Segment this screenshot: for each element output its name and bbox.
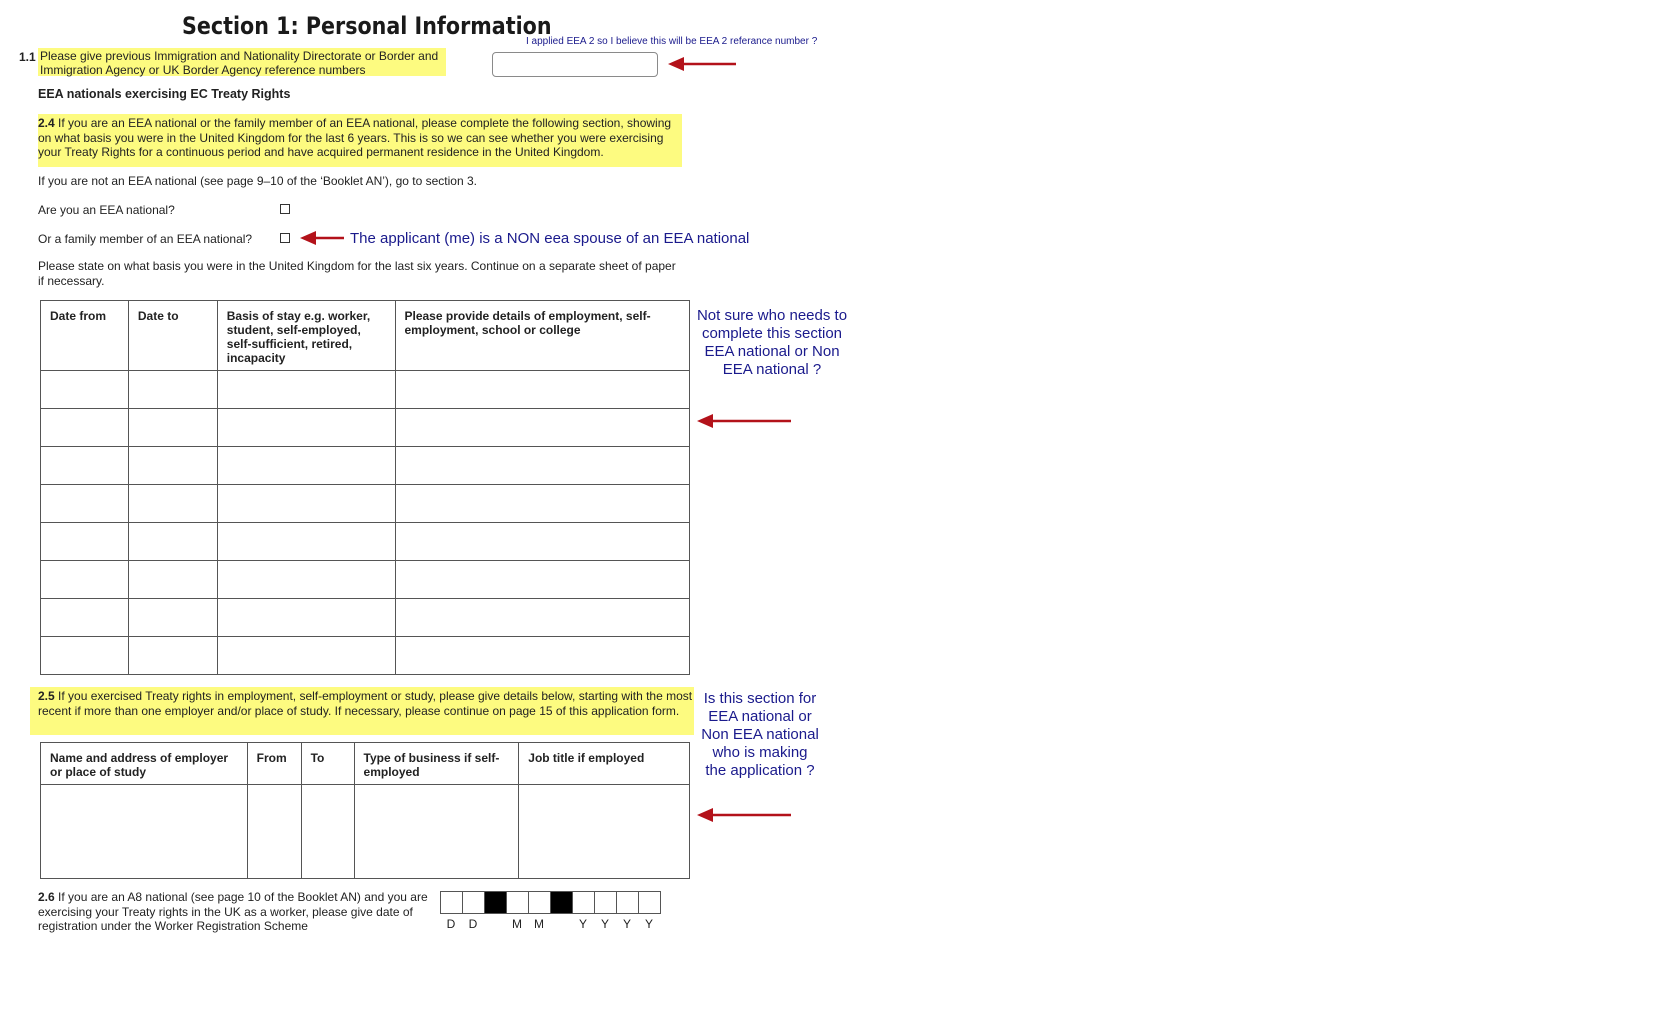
date-label	[484, 917, 506, 931]
table-cell[interactable]	[41, 485, 129, 523]
arrow-icon	[697, 413, 793, 429]
table-cell[interactable]	[41, 561, 129, 599]
table-cell[interactable]	[128, 523, 217, 561]
table-row	[41, 409, 690, 447]
header-employment-details: Please provide details of employment, self-employment, school or college	[395, 301, 690, 371]
stay-basis-table	[40, 300, 690, 675]
table-cell[interactable]	[519, 785, 690, 879]
question-eea-national: Are you an EEA national?	[38, 203, 175, 217]
date-label: Y	[622, 917, 631, 931]
table-row	[41, 447, 690, 485]
header-employer-name: Name and address of employer or place of study	[41, 743, 248, 785]
question-family-member: Or a family member of an EEA national?	[38, 232, 253, 246]
table-cell[interactable]	[128, 599, 217, 637]
date-digit-cell[interactable]	[638, 891, 661, 914]
table-cell[interactable]	[41, 637, 129, 675]
question-number-1-1: 1.1	[19, 50, 36, 64]
table1-note: Not sure who needs to complete this section EEA national or Non EEA national ?	[696, 307, 848, 378]
table2-note: Is this section for EEA national or Non EEA national who is making the application ?	[701, 690, 819, 779]
table-row	[41, 371, 690, 409]
question-number-2-6: 2.6	[38, 890, 55, 904]
reference-note: I applied EEA 2 so I believe this will be EEA 2 referance number ?	[526, 36, 818, 47]
header-to: To	[301, 743, 354, 785]
table-cell[interactable]	[354, 785, 519, 879]
header-date-to: Date to	[128, 301, 217, 371]
table-cell[interactable]	[41, 785, 248, 879]
date-label: D	[468, 917, 478, 931]
date-digit-cell[interactable]	[594, 891, 617, 914]
date-label	[550, 917, 572, 931]
table-cell[interactable]	[41, 409, 129, 447]
date-digit-cell[interactable]	[616, 891, 639, 914]
table-cell[interactable]	[128, 561, 217, 599]
question-number-2-4: 2.4	[38, 116, 55, 130]
table-cell[interactable]	[217, 637, 395, 675]
date-separator	[550, 891, 573, 914]
question-2-6	[38, 890, 438, 934]
registration-date-input[interactable]	[440, 891, 660, 914]
table-row	[41, 599, 690, 637]
table-cell[interactable]	[395, 637, 690, 675]
arrow-icon	[668, 56, 738, 72]
table-cell[interactable]	[217, 371, 395, 409]
table-cell[interactable]	[247, 785, 301, 879]
table-cell[interactable]	[395, 447, 690, 485]
question-1-1-text: Please give previous Immigration and Nationality Directorate or Border and Immigration Agency or UK Border Agency reference numbers	[38, 48, 446, 76]
table-cell[interactable]	[217, 599, 395, 637]
date-label: Y	[578, 917, 587, 931]
date-label: Y	[600, 917, 609, 931]
table-cell[interactable]	[217, 523, 395, 561]
arrow-icon	[300, 230, 346, 246]
question-number-2-5: 2.5	[38, 689, 55, 703]
header-date-from: Date from	[41, 301, 129, 371]
table-cell[interactable]	[395, 599, 690, 637]
table-header-row	[41, 743, 690, 785]
question-2-4	[38, 114, 682, 167]
table-cell[interactable]	[128, 637, 217, 675]
applicant-note: The applicant (me) is a NON eea spouse of an EEA national	[350, 230, 750, 247]
table-cell[interactable]	[395, 523, 690, 561]
table-cell[interactable]	[217, 561, 395, 599]
employment-table	[40, 742, 690, 879]
date-digit-cell[interactable]	[572, 891, 595, 914]
table-cell[interactable]	[128, 447, 217, 485]
question-2-6-text: If you are an A8 national (see page 10 of the Booklet AN) and you are exercising your Treaty rights in the UK as a worker, please give date of registration under the Worker Registration Scheme	[38, 890, 428, 933]
section-title: Section 1: Personal Information	[182, 12, 552, 40]
table-row	[41, 561, 690, 599]
eea-national-checkbox[interactable]	[280, 204, 290, 214]
table-cell[interactable]	[41, 523, 129, 561]
table-cell[interactable]	[301, 785, 354, 879]
date-digit-cell[interactable]	[462, 891, 485, 914]
table-cell[interactable]	[41, 371, 129, 409]
table-cell[interactable]	[395, 485, 690, 523]
table-cell[interactable]	[217, 409, 395, 447]
question-2-5-text: If you exercised Treaty rights in employment, self-employment or study, please give details below, starting with the most recent if more than one employer and/or place of study. If necessary, please continue on page 15 of this application form.	[38, 689, 693, 718]
date-digit-cell[interactable]	[528, 891, 551, 914]
date-label: M	[512, 917, 522, 931]
table-row	[41, 523, 690, 561]
date-separator	[484, 891, 507, 914]
table-cell[interactable]	[217, 447, 395, 485]
table-cell[interactable]	[395, 561, 690, 599]
header-from: From	[247, 743, 301, 785]
date-label: Y	[644, 917, 653, 931]
table-cell[interactable]	[217, 485, 395, 523]
family-member-checkbox[interactable]	[280, 233, 290, 243]
question-2-4-text: If you are an EEA national or the family member of an EEA national, please complete the following section, showing on what basis you were in the United Kingdom for the last 6 years. This is so we can see whether you were exercising your Treaty Rights for a continuous period and have acquired permanent residence in the United Kingdom.	[38, 116, 672, 159]
header-basis-of-stay: Basis of stay e.g. worker, student, self-employed, self-sufficient, retired, incapacity	[217, 301, 395, 371]
table-cell[interactable]	[41, 447, 129, 485]
date-digit-cell[interactable]	[440, 891, 463, 914]
table-cell[interactable]	[41, 599, 129, 637]
arrow-icon	[697, 807, 793, 823]
date-label: D	[446, 917, 456, 931]
table-row	[41, 785, 690, 879]
table-cell[interactable]	[395, 371, 690, 409]
header-business-type: Type of business if self-employed	[354, 743, 519, 785]
table-header-row	[41, 301, 690, 371]
please-state-instruction: Please state on what basis you were in the United Kingdom for the last six years. Continue on a separate sheet of paper if necessary.	[38, 259, 676, 288]
date-labels	[440, 917, 660, 931]
reference-number-input[interactable]	[492, 52, 658, 77]
table-cell[interactable]	[128, 485, 217, 523]
header-job-title: Job title if employed	[519, 743, 690, 785]
table-cell[interactable]	[395, 409, 690, 447]
question-2-5	[30, 687, 694, 735]
not-eea-instruction: If you are not an EEA national (see page 9–10 of the ‘Booklet AN’), go to section 3.	[38, 174, 477, 188]
table-row	[41, 485, 690, 523]
date-digit-cell[interactable]	[506, 891, 529, 914]
eea-heading: EEA nationals exercising EC Treaty Rights	[38, 87, 291, 101]
date-label: M	[534, 917, 544, 931]
table-cell[interactable]	[128, 371, 217, 409]
table-cell[interactable]	[128, 409, 217, 447]
table-row	[41, 637, 690, 675]
